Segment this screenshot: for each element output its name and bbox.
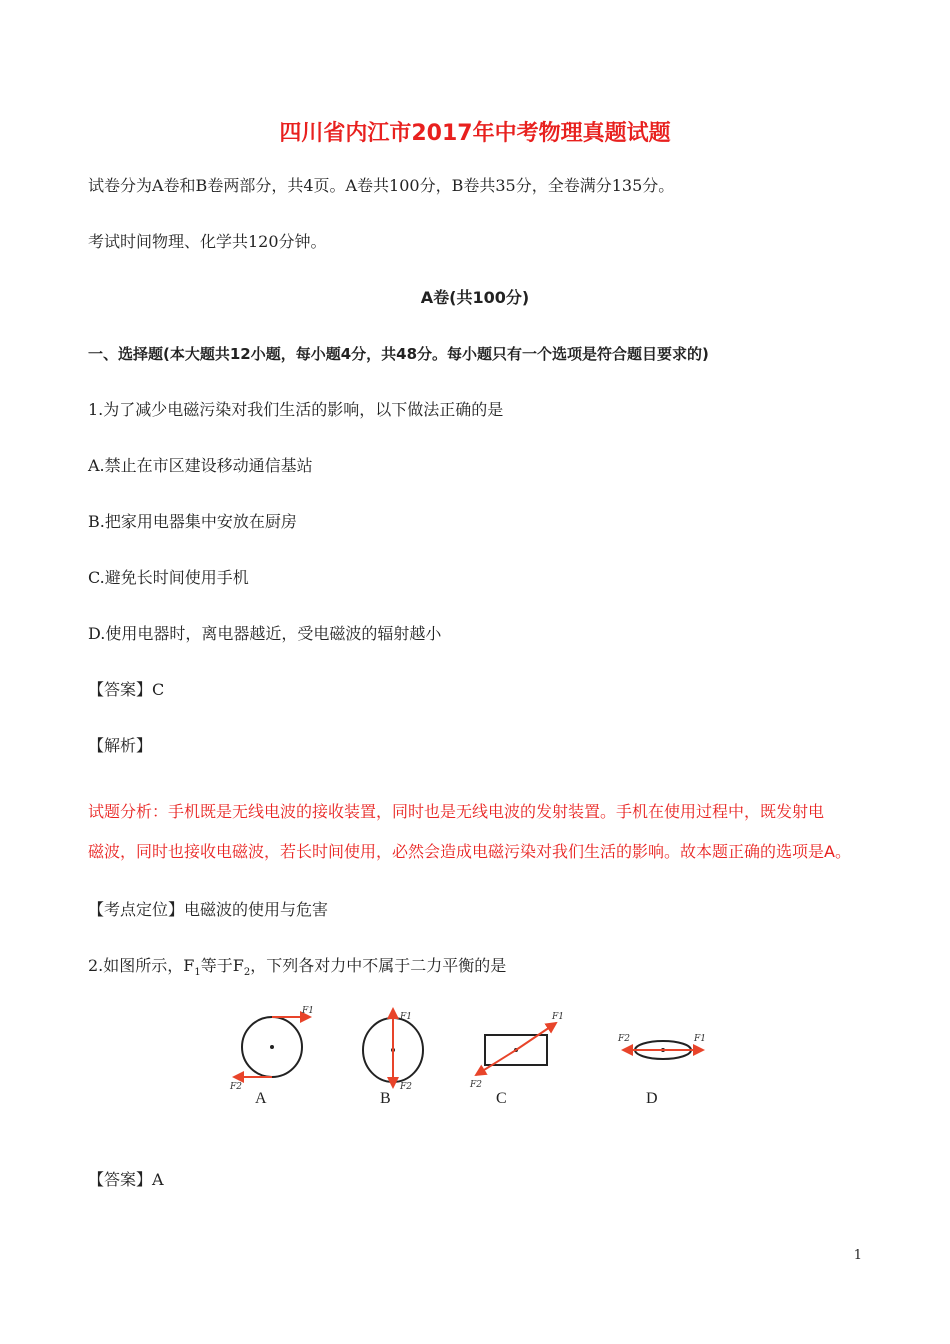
diagram-c-f2-label: F2	[470, 1080, 482, 1090]
question-2-stem-suffix: ，下列各对力中不属于二力平衡的是	[250, 956, 507, 975]
question-2-stem-prefix: 2.如图所示，F	[88, 956, 195, 975]
diagram-b-f2-label: F2	[400, 1082, 412, 1092]
diagram-c-force-f1-arrow	[516, 1023, 556, 1050]
document-title: 四川省内江市2017年中考物理真题试题	[279, 121, 671, 146]
part1-heading: 一、选择题(本大题共12小题，每小题4分，共48分。每小题只有一个选项是符合题目要求的)	[88, 345, 709, 363]
force-diagram-figure	[220, 1005, 730, 1110]
question-1-stem: 1.为了减少电磁污染对我们生活的影响，以下做法正确的是	[88, 400, 504, 419]
question-2-answer: 【答案】A	[88, 1170, 164, 1189]
question-1-option-a: A.禁止在市区建设移动通信基站	[88, 456, 313, 475]
question-1-analysis-line-1: 试题分析：手机既是无线电波的接收装置，同时也是无线电波的发射装置。手机在使用过程中，既发射电	[88, 802, 825, 821]
intro-line-2: 考试时间物理、化学共120分钟。	[88, 232, 327, 251]
diagram-a-center-dot	[270, 1045, 274, 1049]
question-2-stem-mid: 等于F	[200, 956, 244, 975]
diagram-a-f1-label: F1	[302, 1006, 314, 1016]
diagram-c-label: C	[496, 1090, 507, 1107]
diagram-d-f1-label: F1	[694, 1034, 706, 1044]
diagram-d-label: D	[646, 1090, 658, 1107]
diagram-c-force-f2-arrow	[476, 1050, 516, 1075]
diagram-b-f1-label: F1	[400, 1012, 412, 1022]
question-1-option-b: B.把家用电器集中安放在厨房	[88, 512, 297, 531]
diagram-d-f2-label: F2	[618, 1034, 630, 1044]
diagram-c-f1-label: F1	[552, 1012, 564, 1022]
subscript-2: 2	[243, 967, 251, 979]
diagram-a-f2-label: F2	[230, 1082, 242, 1092]
diagram-c	[469, 1012, 564, 1107]
question-1-analysis-label: 【解析】	[88, 736, 153, 755]
page-number: 1	[853, 1248, 862, 1263]
diagram-a-label: A	[255, 1090, 267, 1107]
question-1-option-c: C.避免长时间使用手机	[88, 568, 249, 587]
diagram-d	[617, 1034, 706, 1107]
diagram-a	[229, 1006, 314, 1107]
intro-line-1: 试卷分为A卷和B卷两部分，共4页。A卷共100分，B卷共35分，全卷满分135分。	[88, 176, 675, 195]
question-1-answer: 【答案】C	[88, 680, 165, 699]
question-2-stem	[88, 956, 506, 983]
question-1-knowledge-point: 【考点定位】电磁波的使用与危害	[88, 900, 329, 919]
question-1-analysis-line-2: 磁波，同时也接收电磁波，若长时间使用，必然会造成电磁污染对我们生活的影响。故本题正确的选项是A。	[88, 842, 851, 861]
section-a-title: A卷(共100分)	[420, 288, 530, 307]
question-1-option-d: D.使用电器时，离电器越近，受电磁波的辐射越小	[88, 624, 442, 643]
diagram-b-label: B	[380, 1090, 391, 1107]
subscript-1: 1	[194, 967, 201, 979]
diagram-b	[363, 1009, 423, 1107]
